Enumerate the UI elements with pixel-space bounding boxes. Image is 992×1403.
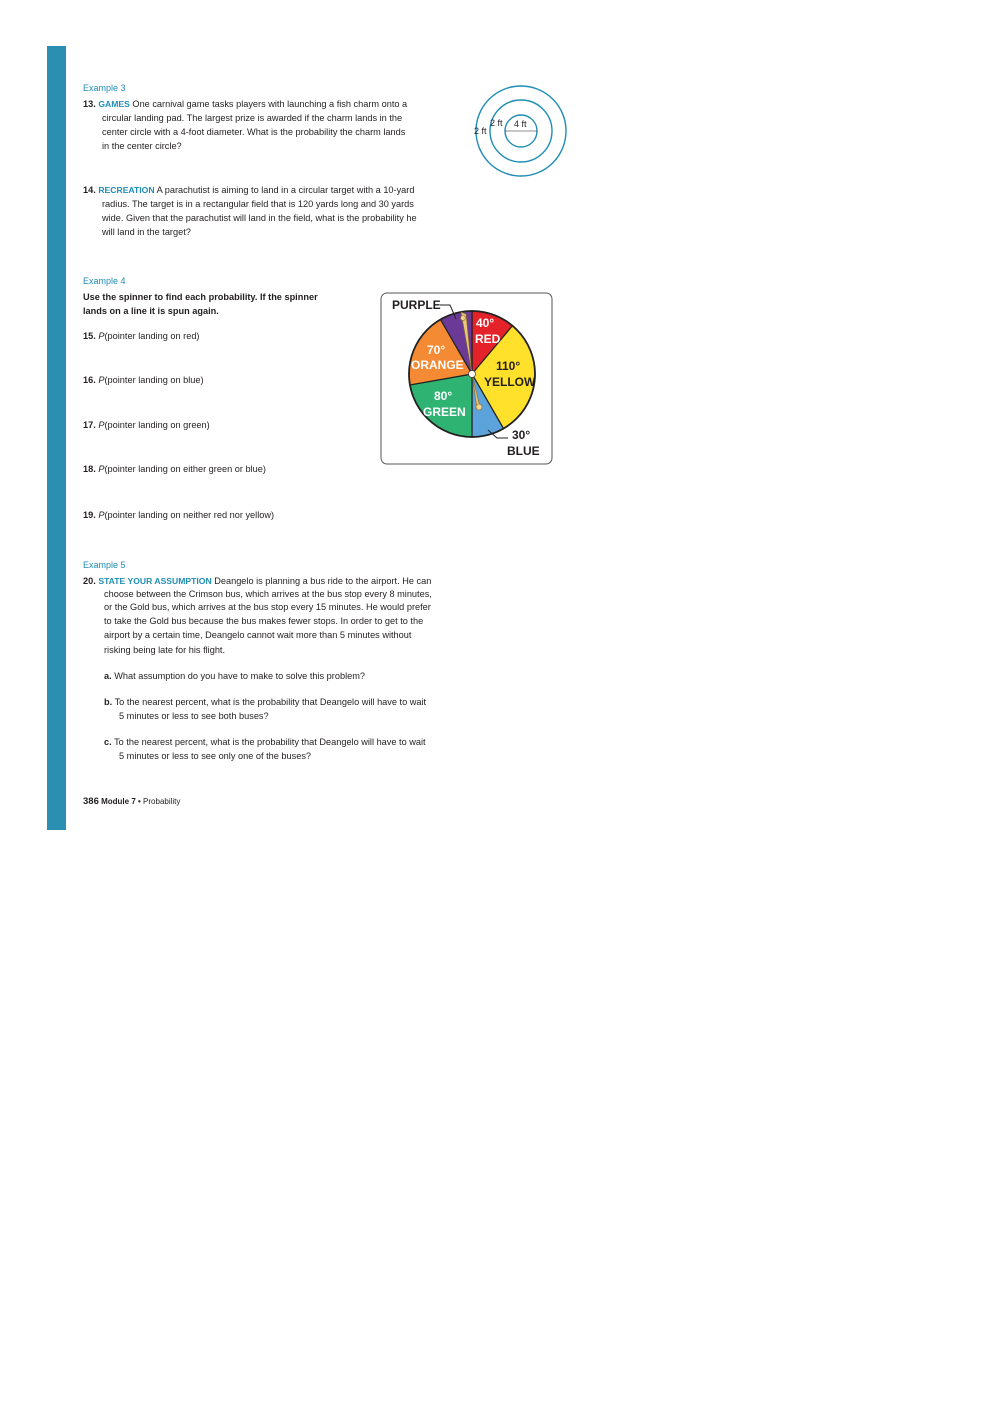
page-number: 386 — [83, 796, 99, 807]
problem-20a — [104, 669, 504, 683]
problem-14 — [83, 183, 493, 239]
problem-text: (pointer landing on neither red nor yellow) — [104, 510, 275, 520]
problem-text-line: risking being late for his flight. — [104, 645, 226, 655]
part-letter: c. — [104, 737, 112, 747]
problem-keyword: GAMES — [98, 99, 130, 109]
probability-symbol: P — [98, 420, 105, 430]
problem-number: 14. — [83, 185, 96, 195]
instruction-line: Use the spinner to find each probability. If the spinner — [83, 292, 318, 302]
problem-text-line: A parachutist is aiming to land in a circular target with a 10-yard — [156, 185, 415, 195]
problem-text-line: in the center circle? — [102, 141, 182, 151]
yellow-label: YELLOW — [484, 375, 536, 389]
part-text-line: To the nearest percent, what is the probability that Deangelo will have to wait — [114, 697, 427, 707]
footer-separator: • — [138, 797, 141, 806]
problem-13 — [83, 97, 473, 153]
problem-20c — [104, 735, 504, 763]
problem-text-line: will land in the target? — [102, 227, 191, 237]
problem-number: 15. — [83, 331, 96, 341]
part-letter: a. — [104, 671, 112, 681]
problem-number: 20. — [83, 576, 96, 586]
problem-text-line: One carnival game tasks players with launching a fish charm onto a — [132, 99, 408, 109]
problem-15 — [83, 329, 199, 343]
problem-keyword: STATE YOUR ASSUMPTION — [98, 576, 212, 586]
problem-number: 17. — [83, 420, 96, 430]
problem-text-line: center circle with a 4-foot diameter. What is the probability the charm lands — [102, 127, 406, 137]
problem-number: 18. — [83, 464, 96, 474]
orange-label: ORANGE — [411, 358, 464, 372]
red-degree: 40° — [476, 316, 495, 330]
problem-text-line: radius. The target is in a rectangular field that is 120 yards long and 30 yards — [102, 199, 414, 209]
problem-text-line: or the Gold bus, which arrives at the bus stop every 15 minutes. He would prefer — [104, 602, 431, 612]
concentric-circles-figure — [470, 84, 572, 182]
blue-label: BLUE — [507, 444, 540, 458]
example-4-heading: Example 4 — [83, 276, 126, 286]
part-text-line: To the nearest percent, what is the probability that Deangelo will have to wait — [114, 737, 426, 747]
purple-label: PURPLE — [392, 298, 441, 312]
problem-text: (pointer landing on either green or blue) — [104, 464, 266, 474]
orange-degree: 70° — [427, 343, 446, 357]
probability-symbol: P — [98, 510, 105, 520]
problem-20 — [83, 574, 503, 658]
pointer-tail — [476, 404, 482, 410]
red-label: RED — [475, 332, 501, 346]
label-center: 4 ft — [514, 119, 527, 129]
example-5-heading: Example 5 — [83, 560, 126, 570]
side-color-bar — [47, 46, 66, 830]
green-label: GREEN — [423, 405, 466, 419]
part-letter: b. — [104, 697, 113, 707]
page-footer — [83, 796, 180, 807]
topic-label: Probability — [143, 797, 181, 806]
problem-17 — [83, 418, 210, 432]
problem-number: 16. — [83, 375, 96, 385]
problem-19 — [83, 508, 274, 522]
probability-symbol: P — [98, 331, 105, 341]
problem-text-line: Deangelo is planning a bus ride to the airport. He can — [214, 576, 432, 586]
label-top: 2 ft — [490, 118, 503, 128]
problem-text-line: circular landing pad. The largest prize is awarded if the charm lands in the — [102, 113, 403, 123]
yellow-degree: 110° — [496, 359, 521, 373]
part-text-line: 5 minutes or less to see only one of the buses? — [119, 751, 312, 761]
pointer-hub — [469, 371, 476, 378]
problem-text-line: airport by a certain time, Deangelo cannot wait more than 5 minutes without — [104, 630, 412, 640]
problem-text-line: wide. Given that the parachutist will land in the field, what is the probability he — [102, 213, 417, 223]
problem-text-line: choose between the Crimson bus, which arrives at the bus stop every 8 minutes, — [104, 589, 432, 599]
pointer-tip — [461, 316, 466, 321]
module-label: Module 7 — [101, 797, 136, 806]
problem-text-line: to take the Gold bus because the bus makes fewer stops. In order to get to the — [104, 616, 424, 626]
blue-degree: 30° — [512, 428, 531, 442]
part-text-line: What assumption do you have to make to solve this problem? — [114, 671, 365, 681]
problem-number: 13. — [83, 99, 96, 109]
problem-keyword: RECREATION — [98, 185, 155, 195]
example-3-heading: Example 3 — [83, 83, 126, 93]
instruction-line: lands on a line it is spun again. — [83, 306, 219, 316]
part-text-line: 5 minutes or less to see both buses? — [119, 711, 269, 721]
spinner-instructions — [83, 290, 373, 318]
problem-text: (pointer landing on green) — [104, 420, 210, 430]
probability-symbol: P — [98, 464, 105, 474]
label-left: 2 ft — [474, 126, 487, 136]
problem-text: (pointer landing on red) — [104, 331, 200, 341]
problem-text: (pointer landing on blue) — [104, 375, 204, 385]
probability-symbol: P — [98, 375, 105, 385]
spinner-figure — [380, 292, 554, 466]
green-degree: 80° — [434, 389, 453, 403]
problem-20b — [104, 695, 504, 723]
problem-18 — [83, 462, 266, 476]
problem-16 — [83, 373, 204, 387]
problem-number: 19. — [83, 510, 96, 520]
